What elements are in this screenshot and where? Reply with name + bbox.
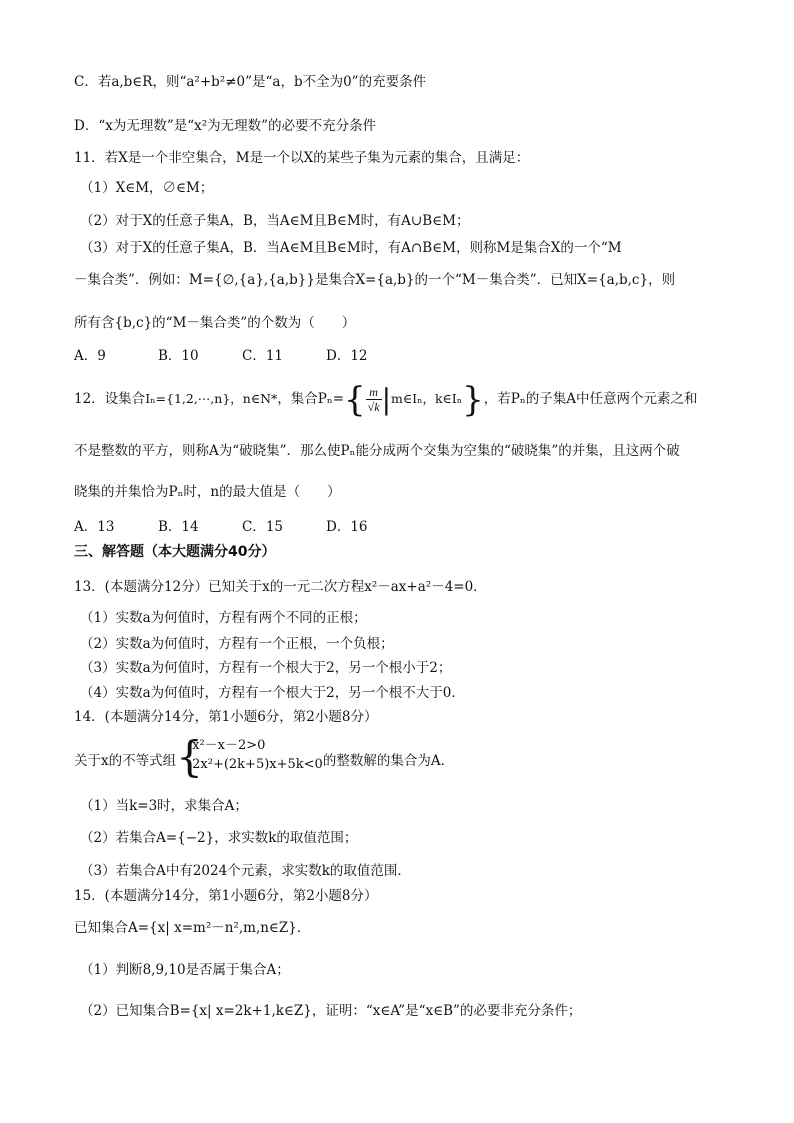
q15-part-1: （1）判断8,9,10是否属于集合A；: [80, 962, 290, 978]
q14-system-line: [74, 732, 734, 782]
q14-part-1: （1）当k=3时，求集合A；: [80, 798, 248, 814]
q11-condition-2: （2）对于X的任意子集A，B，当A∈M且B∈M时，有A∪B∈M；: [80, 213, 470, 229]
q12-fraction-denominator: √k: [367, 400, 380, 414]
q11-option-d: D．12: [326, 348, 368, 364]
q14-inequality-system: [176, 732, 323, 787]
q11-options: [74, 346, 410, 366]
q10-option-d: D．“x为无理数”是“x²为无理数”的必要不充分条件: [74, 118, 377, 134]
q12-fraction-numerator: m: [366, 385, 382, 400]
q12-suffix: ，若Pₙ的子集A中任意两个元素之和: [483, 391, 698, 407]
q11-stem: 11．若X是一个非空集合，M是一个以X的某些子集为元素的集合，且满足：: [74, 150, 530, 166]
q12-options: [74, 517, 410, 537]
q14-system-prefix: 关于x的不等式组: [74, 753, 177, 769]
q12-stem-line3: 晓集的并集恰为Pₙ时，n的最大值是（ ）: [74, 484, 341, 500]
q11-condition-3-line1: （3）对于X的任意子集A，B．当A∈M且B∈M时，有A∩B∈M，则称M是集合X的一个“M: [80, 240, 622, 256]
q15-set-definition: 已知集合A={x| x=m²－n²,m,n∈Z}．: [74, 920, 311, 936]
q15-part-2: （2）已知集合B={x| x=2k+1,k∈Z}，证明：“x∈A”是“x∈B”的必要非充分条件；: [80, 1003, 582, 1019]
q11-condition-3-line2: －集合类”．例如：M={∅,{a},{a,b}}是集合X={a,b}的一个“M－集合类”．已知X={a,b,c}，则: [74, 272, 676, 288]
q12-stem-line1: [74, 378, 734, 420]
q11-condition-1: （1）X∈M，∅∈M；: [80, 180, 214, 196]
q12-right-brace: }: [462, 379, 484, 420]
q12-set-i: Iₙ={1,2,⋯,n}，n∈N*: [145, 391, 278, 406]
section-3-title: 三、解答题（本大题满分40分）: [74, 544, 276, 560]
q14-inequality-1: x²－x－2>0: [192, 738, 266, 753]
q12-fraction: [366, 385, 382, 414]
q11-option-c: C．11: [242, 348, 284, 364]
q14-inequality-2: 2x²+(2k+5)x+5k<0: [192, 757, 323, 772]
q14-part-2: （2）若集合A={−2}，求实数k的取值范围；: [80, 830, 358, 846]
q14-system-suffix: 的整数解的集合为A．: [322, 753, 455, 769]
q13-part-1: （1）实数a为何值时，方程有两个不同的正根；: [80, 610, 367, 626]
q11-option-a: A．9: [74, 348, 106, 364]
q15-stem: 15．(本题满分14分，第1小题6分，第2小题8分）: [74, 888, 378, 904]
q12-prefix: 12．设集合: [74, 391, 146, 407]
q13-stem: 13．(本题满分12分）已知关于x的一元二次方程x²－ax+a²－4=0．: [74, 579, 487, 595]
q12-option-b: B．14: [158, 519, 199, 535]
q11-option-b: B．10: [158, 348, 199, 364]
q14-part-3: （3）若集合A中有2024个元素，求实数k的取值范围．: [80, 863, 411, 879]
q12-option-c: C．15: [242, 519, 284, 535]
q12-condition: m∈Iₙ，k∈Iₙ: [391, 391, 463, 406]
q14-stem: 14．(本题满分14分，第1小题6分，第2小题8分）: [74, 709, 378, 725]
q13-part-3: （3）实数a为何值时，方程有一个根大于2，另一个根小于2；: [80, 660, 452, 676]
q10-option-c: C．若a,b∈R，则“a²+b²≠0”是“a，b不全为0”的充要条件: [74, 74, 427, 90]
q12-option-d: D．16: [326, 519, 368, 535]
q12-left-brace: {: [344, 379, 366, 420]
q12-bar: |: [381, 382, 392, 416]
q12-set-p-label: ，集合Pₙ=: [277, 391, 345, 407]
q12-stem-line2: 不是整数的平方，则称A为“破晓集”．那么使Pₙ能分成两个交集为空集的“破晓集”的并集，且这两个破: [74, 443, 680, 459]
q11-condition-3-line3: 所有含{b,c}的“M－集合类”的个数为（ ）: [74, 315, 356, 331]
q14-system-brace: {: [176, 732, 203, 781]
q13-part-2: （2）实数a为何值时，方程有一个正根，一个负根；: [80, 636, 394, 652]
q13-part-4: （4）实数a为何值时，方程有一个根大于2，另一个根不大于0．: [80, 685, 465, 701]
q12-option-a: A．13: [74, 519, 115, 535]
